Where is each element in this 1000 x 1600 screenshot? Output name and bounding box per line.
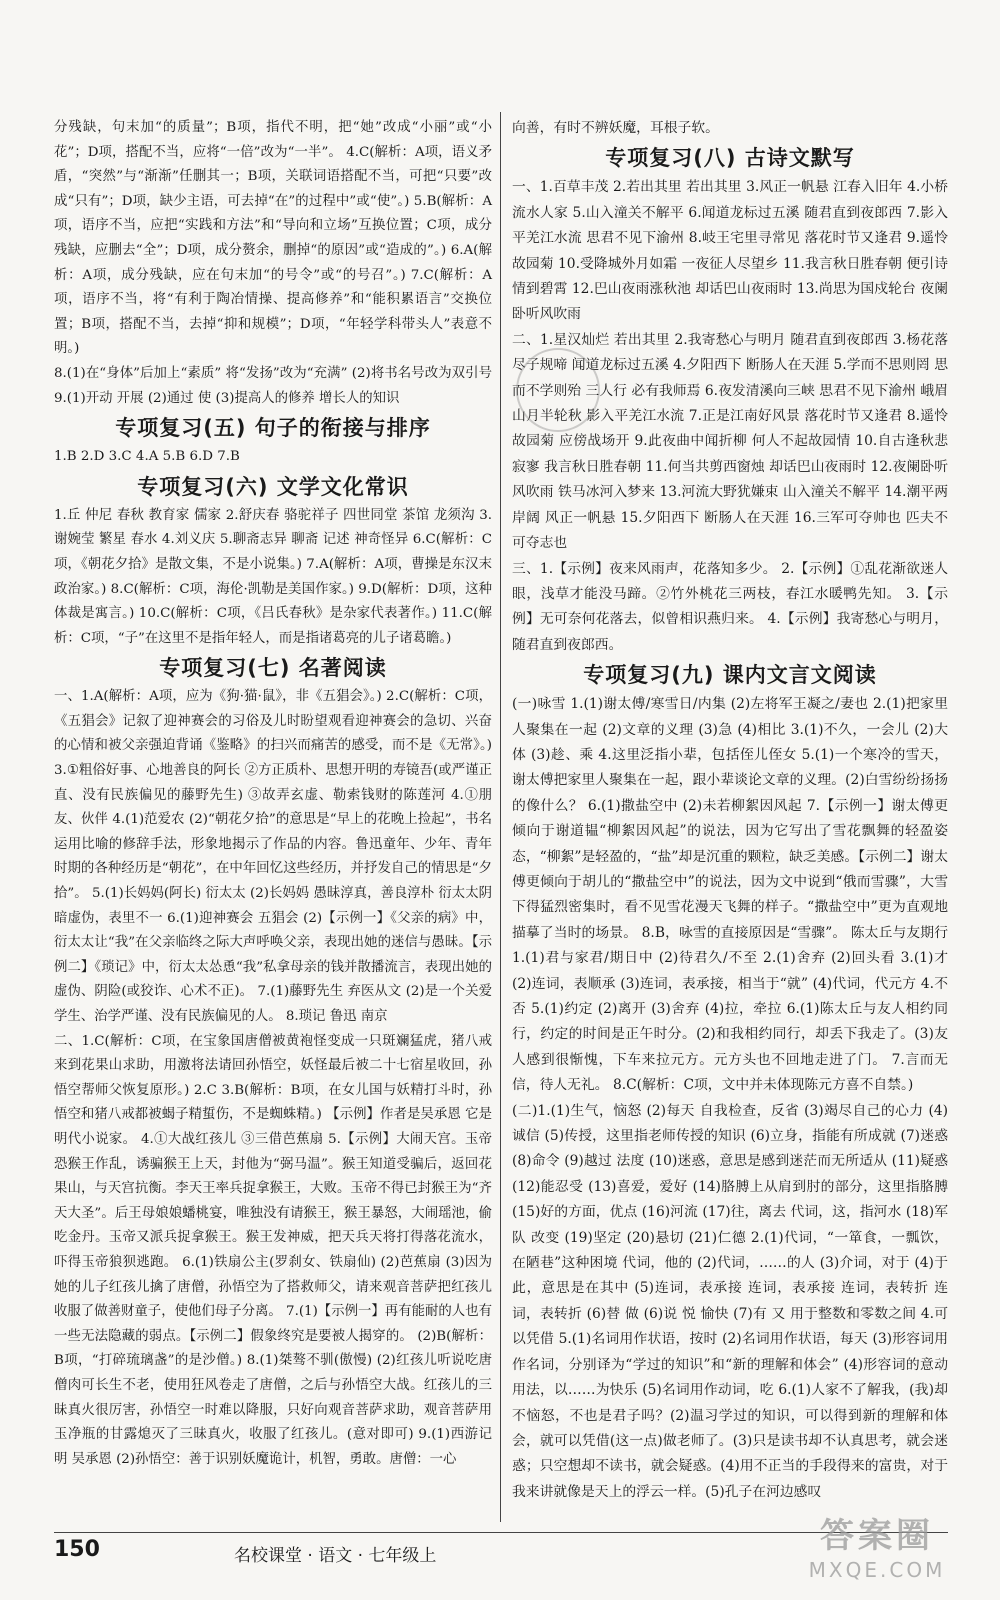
answer-paragraph: 一、1.A(解析：A项，应为《狗·猫·鼠》，非《五猖会》。) 2.C(解析：C项，《五猖会》记叙了迎神赛会的习俗及儿时盼望观看迎神赛会的急切、兴奋的心情和被父亲强迫背诵《鉴略》的扫兴而痛苦的感受，而不是《无常》。) 3.①粗俗好事、心地善良的阿长 ②方正质朴、思想开明的寿镜吾(或严谨正直、没有民族偏见的藤野先生) ③故弄玄虚、勒索钱财的陈莲河 4.①朋友、伙伴 4.(1)范爱农 (2)“朝花夕拾”的意思是“早上的花晚上捡起”，书名运用比喻的修辞手法，形象地揭示了作品的内容。鲁迅童年、少年、青年时期的各种经历是“朝花”，在中年回忆这些经历，并抒发自己的情思是“夕拾”。 5.(1)长妈妈(阿长) 衍太太 (2)长妈妈 愚昧淳真，善良淳朴 衍太太阴暗虚伪，表里不一 6.(1)迎神赛会 五猖会 (2)【示例一】《父亲的病》中，衍太太让“我”在父亲临终之际大声呼唤父亲，表现出她的迷信与愚昧。【示例二】《琐记》中，衍太太怂恿“我”私拿母亲的钱并散播流言，表现出她的虚伪、阴险(或狡诈、心术不正)。 7.(1)藤野先生 弃医从文 (2)是一个关爱学生、治学严谨、没有民族偏见的人。 8.琐记 鲁迅 南京	[54, 689, 492, 1024]
watermark-text-en: MXQE.COM	[808, 1558, 946, 1582]
section-heading: 专项复习(六) 文学文化常识	[137, 474, 409, 499]
faint-seal-stamp	[516, 348, 600, 432]
section-heading: 专项复习(八) 古诗文默写	[605, 146, 855, 171]
answer-paragraph: 一、1.百草丰茂 2.若出其里 若出其里 3.风正一帆悬 江春入旧年 4.小桥流水人家 5.山入潼关不解平 6.闻道龙标过五溪 随君直到夜郎西 7.影入平羌江水流 思君不见下渝州 8.岐王宅里寻常见 落花时节又逢君 9.遥怜故园菊 10.受降城外月如霜 一夜征人尽望乡 11.我言秋日胜春朝 便引诗情到碧霄 12.巴山夜雨涨秋池 却话巴山夜雨时 13.尚思为国戍轮台 夜阑卧听风吹雨	[512, 179, 948, 323]
page-number: 150	[54, 1537, 100, 1562]
answer-paragraph: 二、1.C(解析：C项，在宝象国唐僧被黄袍怪变成一只斑斓猛虎，猪八戒来到花果山求助，用激将法请回孙悟空，妖怪最后被二十七宿星收回，孙悟空帮师父恢复原形。) 2.C 3.B(解析：B项，在女儿国与妖精打斗时，孙悟空和猪八戒都被蝎子精蜇伤，不是蜘蛛精。) 【示例】作者是吴承恩 它是明代小说家。 4.①大战红孩儿 ③三借芭蕉扇 5.【示例】大闹天宫。玉帝恐猴王作乱，诱骗猴王上天，封他为“弼马温”。猴王知道受骗后，返回花果山，与天宫抗衡。李天王率兵捉拿猴王，大败。玉帝不得已封猴王为“齐天大圣”。后王母娘娘蟠桃宴，唯独没有请猴王，猴王暴怒，大闹瑶池，偷吃金丹。玉帝又派兵捉拿猴王。猴王发神威，把天兵天将打得落花流水，吓得玉帝狼狈逃跑。 6.(1)铁扇公主(罗刹女、铁扇仙) (2)芭蕉扇 (3)因为她的儿子红孩儿擒了唐僧，孙悟空为了搭救师父，请来观音菩萨把红孩儿收服了做善财童子，使他们母子分离。 7.(1)【示例一】再有能耐的人也有一些无法隐藏的弱点。【示例二】假象终究是要被人揭穿的。 (2)B(解析：B项，“打碎琉璃盏”的是沙僧。) 8.(1)桀骜不驯(傲慢) (2)红孩儿听说吃唐僧肉可长生不老，使用狂风卷走了唐僧，之后与孙悟空大战。红孩儿的三昧真火很厉害，孙悟空一时难以降服，只好向观音菩萨求助，观音菩萨用玉净瓶的甘露熄灭了三昧真火，收服了红孩儿。(意对即可) 9.(1)西游记 明 吴承恩 (2)孙悟空：善于识别妖魔诡计，机智，勇敢。唐僧：一心	[54, 1033, 492, 1467]
answer-paragraph: 三、1.【示例】夜来风雨声，花落知多少。 2.【示例】①乱花渐欲迷人眼，浅草才能没马蹄。②竹外桃花三两枝，春江水暖鸭先知。 3.【示例】无可奈何花落去，似曾相识燕归来。 4.【示例】我寄愁心与明月，随君直到夜郎西。	[512, 560, 948, 653]
section-heading: 专项复习(七) 名著阅读	[159, 656, 387, 681]
section-heading: 专项复习(九) 课内文言文阅读	[583, 663, 877, 688]
right-column	[512, 116, 948, 1505]
answer-paragraph: (二)1.(1)生气，恼怒 (2)每天 自我检查，反省 (3)竭尽自己的心力 (4)诚信 (5)传授，这里指老师传授的知识 (6)立身，指能有所成就 (7)迷惑 (8)命令 (9)越过 法度 (10)迷惑，意思是感到迷茫而无所适从 (11)疑惑 (12)能忍受 (13)喜爱，爱好 (14)胳膊上从肩到肘的部分，这里指胳膊 (15)好的方面，优点 (16)河流 (17)往，离去 代词，这，指河水 (18)军队 改变 (19)坚定 (20)悬切 (21)仁德 2.(1)代词，“一箪食，一瓢饮，在陋巷”这种困境 代词，他的 (2)代词，……的人 (3)介词，对于 (4)于此，意思是在其中 (5)连词，表承接 连词，表承接 连词，表转折 连词，表转折 (6)替 做 (6)说 悦 愉快 (7)有 又 用于整数和零数之间 4.可以凭借 5.(1)名词用作状语，按时 (2)名词用作状语，每天 (3)形容词用作名词，分别译为“学过的知识”和“新的理解和体会” (4)形容词的意动用法，以……为快乐 (5)名词用作动词，吃 6.(1)人家不了解我，(我)却不恼怒，不也是君子吗？(2)温习学过的知识，可以得到新的理解和体会，就可以凭借(这一点)做老师了。(3)只是读书却不认真思考，就会迷惑；只空想却不读书，就会疑惑。(4)用不正当的手段得来的富贵，对于我来讲就像是天上的浮云一样。(5)孔子在河边感叹	[512, 1102, 948, 1500]
section-heading: 专项复习(五) 句子的衔接与排序	[115, 416, 431, 441]
answer-paragraph: 8.(1)在“身体”后加上“素质” 将“发扬”改为“充满” (2)将书名号改为双引号 9.(1)开动 开展 (2)通过 使 (3)提高人的修养 增长人的知识	[54, 365, 492, 406]
answer-paragraph: 向善，有时不辨妖魔，耳根子软。	[512, 120, 719, 136]
watermark-text-cn: 答案圈	[820, 1516, 934, 1556]
answer-paragraph: 1.丘 仲尼 春秋 教育家 儒家 2.舒庆春 骆驼祥子 四世同堂 茶馆 龙须沟 3.谢婉莹 繁星 春水 4.刘义庆 5.聊斋志异 聊斋 记述 神奇怪异 6.C(解析：C项，《朝花夕拾》是散文集，不是小说集。) 7.A(解析：A项，曹操是东汉末政治家。) 8.C(解析：C项，海伦·凯勒是美国作家。) 9.D(解析：D项，这种体裁是寓言。) 10.C(解析：C项，《吕氏春秋》是杂家代表著作。) 11.C(解析：C项，“子”在这里不是指年轻人，而是指诸葛亮的儿子诸葛瞻。)	[54, 507, 492, 646]
column-divider	[500, 112, 501, 1522]
watermark-logo	[782, 1514, 972, 1590]
left-column	[54, 116, 492, 1472]
answer-paragraph: 分残缺，句末加“的质量”；B项，指代不明，把“她”改成“小丽”或“小花”；D项，搭配不当，应将“一倍”改为“一半”。 4.C(解析：A项，语义矛盾，“突然”与“渐渐”任删其一；B项，关联词语搭配不当，可把“只要”改成“只有”；D项，缺少主语，可去掉“在”的过程中”或“使”。) 5.B(解析：A项，语序不当，应把“实践和方法”和“导向和立场”互换位置；C项，成分残缺，应删去“全”；D项，成分赘余，删掉“的原因”或“造成的”。) 6.A(解析：A项，成分残缺，应在句末加“的号令”或“的号召”。) 7.C(解析：A项，语序不当，将“有利于陶冶情操、提高修养”和“能积累语言”交换位置；B项，搭配不当，去掉“抑和规模”；D项，“年轻学科带头人”表意不明。)	[54, 120, 492, 357]
book-title: 名校课堂 · 语文 · 七年级上	[234, 1546, 437, 1566]
answer-paragraph: 二、1.星汉灿烂 若出其里 2.我寄愁心与明月 随君直到夜郎西 3.杨花落尽子规啼 闻道龙标过五溪 4.夕阳西下 断肠人在天涯 5.学而不思则罔 思而不学则殆 三人行 必有我师焉 6.夜发清溪向三峡 思君不见下渝州 峨眉山月半轮秋 影入平羌江水流 7.正是江南好风景 落花时节又逢君 8.遥怜故园菊 应傍战场开 9.此夜曲中闻折柳 何人不起故园情 10.自古逢秋悲寂寥 我言秋日胜春朝 11.何当共剪西窗烛 却话巴山夜雨时 12.夜阑卧听风吹雨 铁马冰河入梦来 13.河流大野犹嫌束 山入潼关不解平 14.潮平两岸阔 风正一帆悬 15.夕阳西下 断肠人在天涯 16.三军可夺帅也 匹夫不可夺志也	[512, 331, 948, 552]
answer-paragraph: (一)咏雪 1.(1)谢太傅/寒雪日/内集 (2)左将军王凝之/妻也 2.(1)把家里人聚集在一起 (2)文章的义理 (3)急 (4)相比 3.(1)不久，一会儿 (2)大体 (3)趁、乘 4.这里泛指小辈，包括侄儿侄女 5.(1)一个寒冷的雪天，谢太傅把家里人聚集在一起，跟小辈谈论文章的义理。(2)白雪纷纷扬扬的像什么？ 6.(1)撒盐空中 (2)未若柳絮因风起 7.【示例一】谢太傅更倾向于谢道韫“柳絮因风起”的说法，因为它写出了雪花飘舞的轻盈姿态，“柳絮”是轻盈的，“盐”却是沉重的颗粒，缺乏美感。【示例二】谢太傅更倾向于胡儿的“撒盐空中”的说法，因为文中说到“俄而雪骤”，大雪下得猛烈密集时，看不见雪花漫天飞舞的样子。“撒盐空中”更为直观地描摹了当时的场景。 8.B，咏雪的直接原因是“雪骤”。 陈太丘与友期行 1.(1)君与家君/期日中 (2)待君久/不至 2.(1)舍弃 (2)回头看 3.(1)才 (2)连词，表顺承 (3)连词，表承接，相当于“就” (4)代词，代元方 4.不 否 5.(1)约定 (2)离开 (3)舍弃 (4)拉，牵拉 6.(1)陈太丘与友人相约同行，约定的时间是正午时分。(2)和我相约同行，却丢下我走了。(3)友人感到很惭愧，下车来拉元方。元方头也不回地走进了门。 7.言而无信，待人无礼。 8.C(解析：C项，文中并未体现陈元方喜不自禁。)	[512, 696, 948, 1094]
answer-paragraph: 1.B 2.D 3.C 4.A 5.B 6.D 7.B	[54, 449, 240, 465]
